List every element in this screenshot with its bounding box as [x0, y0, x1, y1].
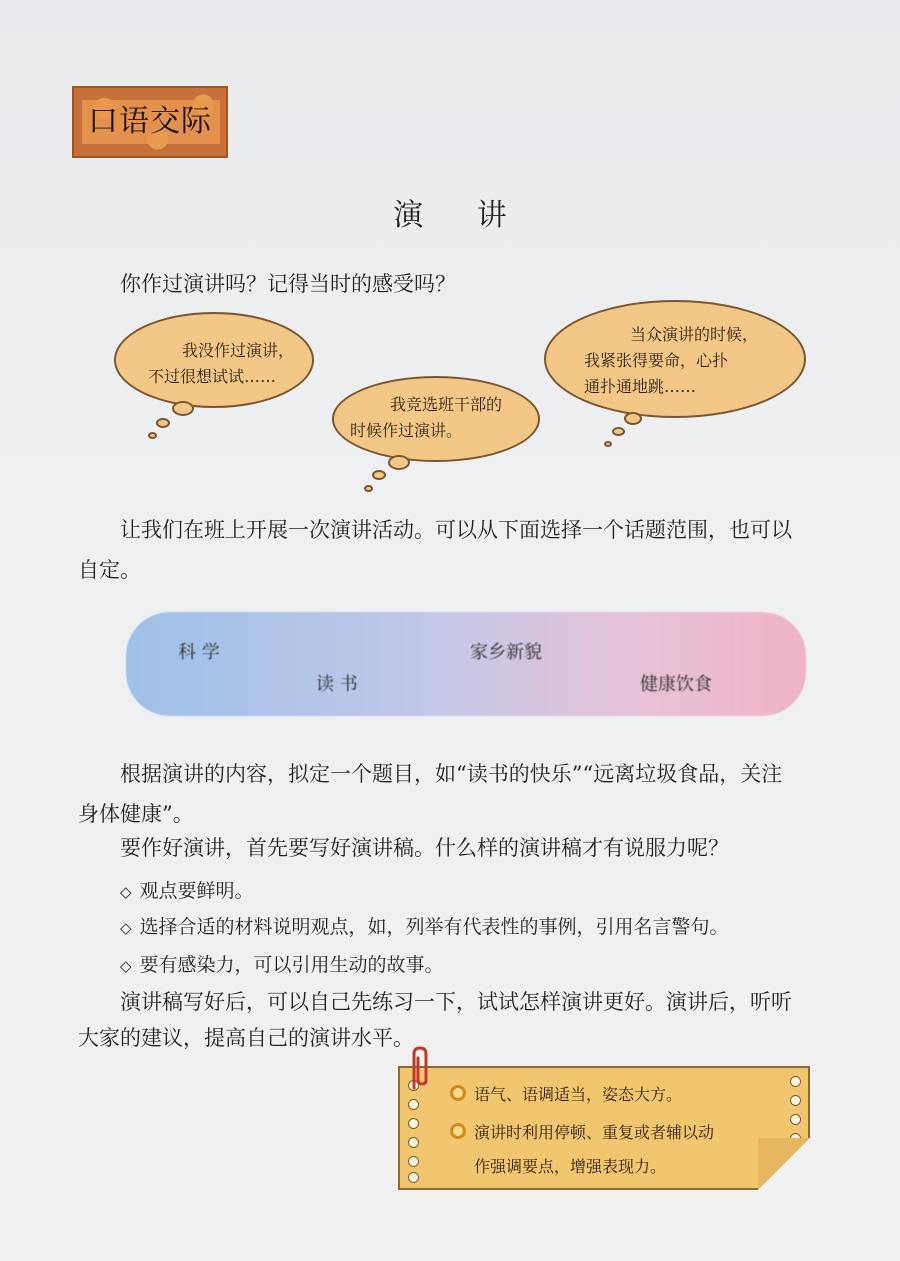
criteria-item	[120, 912, 729, 939]
activity-para-line-1: 让我们在班上开展一次演讲活动。可以从下面选择一个话题范围，也可以	[120, 518, 792, 542]
bubble-3-tail-dot	[612, 427, 625, 436]
practice-para-line-2: 大家的建议，提高自己的演讲水平。	[78, 1026, 414, 1050]
topic-item: 健康饮食	[640, 674, 712, 695]
card-hole	[408, 1137, 419, 1148]
thought-bubble-3	[544, 300, 806, 418]
bubble-2-line-1: 我竞选班干部的	[390, 395, 503, 414]
tip-1	[450, 1082, 682, 1105]
card-folded-corner	[758, 1138, 810, 1190]
page-title: 演 讲	[393, 198, 529, 233]
practice-para-line-1: 演讲稿写好后，可以自己先练习一下，试试怎样演讲更好。演讲后，听听	[120, 990, 792, 1014]
card-hole	[408, 1156, 419, 1167]
bubble-1-line-1: 我没作过演讲，	[182, 341, 295, 360]
thought-bubble-2	[332, 376, 540, 462]
topic-item: 家乡新貌	[470, 642, 542, 663]
content-para-line-1: 根据演讲的内容，拟定一个题目，如“读书的快乐”“远离垃圾食品，关注	[120, 762, 783, 786]
bubble-2-line-2: 时候作过演讲。	[350, 421, 463, 440]
card-hole	[790, 1095, 801, 1106]
bubble-3-line-1: 当众演讲的时候，	[630, 325, 759, 344]
tip-2	[450, 1120, 714, 1143]
tip-2-line-2: 作强调要点，增强表现力。	[474, 1157, 667, 1176]
script-question: 要作好演讲，首先要写好演讲稿。什么样的演讲稿才有说服力呢？	[120, 836, 729, 860]
criteria-text: 观点要鲜明。	[139, 880, 254, 902]
criteria-item	[120, 950, 444, 977]
tip-dot-icon	[450, 1085, 466, 1101]
bubble-1-tail-dot	[172, 401, 194, 416]
bubble-3-line-2: 我紧张得要命，心扑	[584, 351, 729, 370]
card-hole	[408, 1099, 419, 1110]
criteria-text: 要有感染力，可以引用生动的故事。	[139, 954, 444, 976]
bubble-2-tail-dot	[364, 485, 373, 492]
bubble-3-line-3: 通扑通地跳……	[584, 377, 697, 396]
bubble-1-tail-dot	[148, 432, 157, 439]
card-hole	[790, 1114, 801, 1125]
topic-band	[126, 612, 806, 716]
bubble-2-tail-dot	[372, 470, 386, 480]
bubble-3-tail-dot	[624, 412, 642, 425]
intro-question: 你作过演讲吗？记得当时的感受吗？	[120, 272, 456, 296]
tip-2-text-line-1: 演讲时利用停顿、重复或者辅以动	[474, 1123, 715, 1142]
criteria-text: 选择合适的材料说明观点，如，列举有代表性的事例，引用名言警句。	[139, 916, 729, 938]
diamond-bullet-icon: ◇	[120, 957, 132, 975]
bubble-1-tail-dot	[156, 418, 170, 428]
bubble-3-tail-dot	[604, 441, 612, 447]
thought-bubble-1	[114, 312, 314, 408]
bubble-1-line-2: 不过很想试试……	[148, 367, 277, 386]
paperclip-icon	[404, 1044, 438, 1092]
activity-para-line-2: 自定。	[78, 558, 141, 582]
topic-item: 读 书	[316, 674, 358, 695]
section-label: 口语交际	[82, 100, 220, 144]
tip-1-text: 语气、语调适当，姿态大方。	[474, 1085, 683, 1104]
bubble-2-tail-dot	[388, 455, 410, 470]
content-para-line-2: 身体健康”。	[78, 802, 194, 826]
diamond-bullet-icon: ◇	[120, 883, 132, 901]
diamond-bullet-icon: ◇	[120, 919, 132, 937]
criteria-item	[120, 876, 254, 903]
tip-card	[398, 1066, 810, 1190]
card-hole	[408, 1118, 419, 1129]
topic-item: 科 学	[178, 642, 220, 663]
tip-dot-icon	[450, 1123, 466, 1139]
card-hole	[408, 1172, 419, 1183]
section-badge	[72, 86, 228, 158]
card-hole	[790, 1076, 801, 1087]
